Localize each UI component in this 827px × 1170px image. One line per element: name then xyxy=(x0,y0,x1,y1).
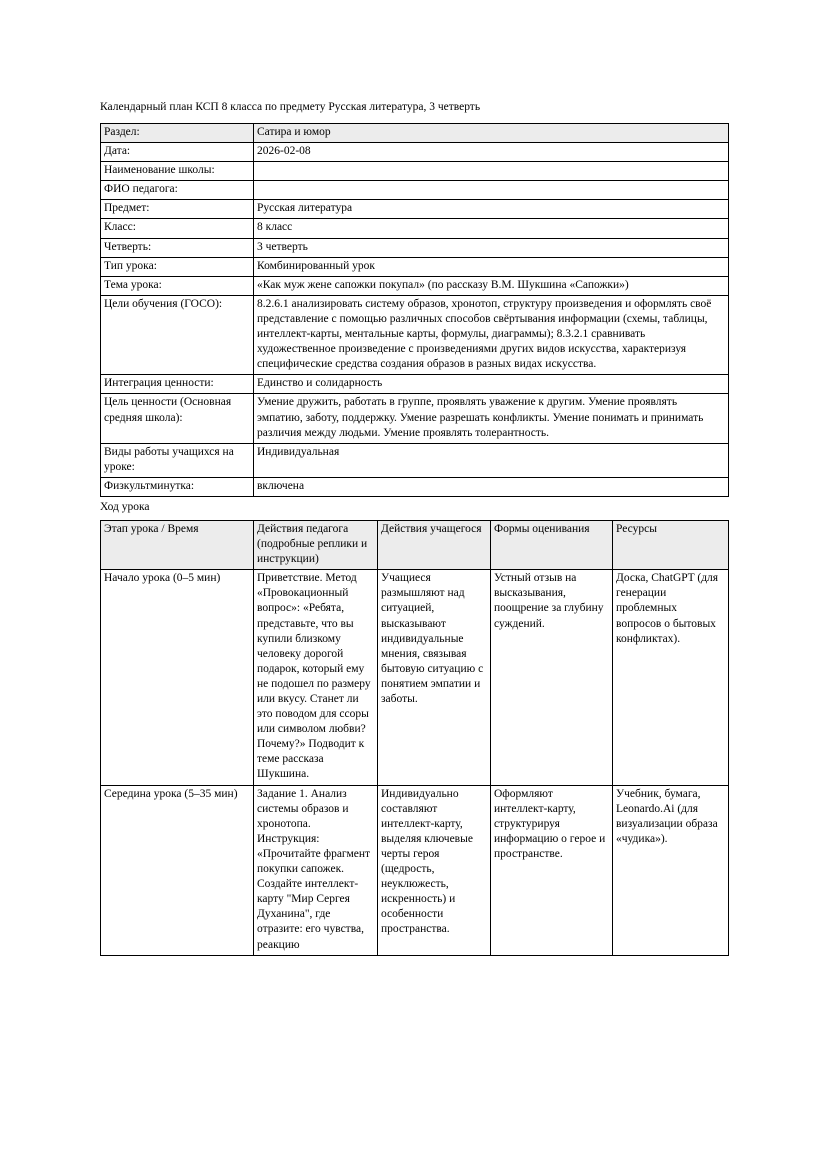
info-label: Четверть: xyxy=(101,238,254,257)
info-value: «Как муж жене сапожки покупал» (по рассказу В.М. Шукшина «Сапожки») xyxy=(254,276,729,295)
info-value: Умение дружить, работать в группе, проявлять уважение к другим. Умение проявлять эмпатию, заботу, поддержку. Умение разрешать конфликты. Умение понимать и принимать различия между людьми. Умение проявлять толерантность. xyxy=(254,394,729,443)
info-label: Класс: xyxy=(101,219,254,238)
info-label: Предмет: xyxy=(101,200,254,219)
table-row xyxy=(101,477,729,496)
table-row xyxy=(101,181,729,200)
info-label: Цель ценности (Основная средняя школа): xyxy=(101,394,254,443)
table-row xyxy=(101,238,729,257)
info-value: Единство и солидарность xyxy=(254,375,729,394)
column-header-student-actions: Действия учащегося xyxy=(378,520,491,569)
table-row xyxy=(101,162,729,181)
cell-stage: Начало урока (0–5 мин) xyxy=(101,570,254,785)
cell-student-actions: Индивидуально составляют интеллект-карту, выделяя ключевые черты героя (щедрость, неуклюжесть, искренность) и особенности пространства. xyxy=(378,785,491,955)
table-row xyxy=(101,394,729,443)
section-label-lesson-flow: Ход урока xyxy=(100,500,150,513)
info-value: Комбинированный урок xyxy=(254,257,729,276)
table-row xyxy=(101,570,729,785)
lesson-procedure-table xyxy=(100,520,729,956)
info-value: Русская литература xyxy=(254,200,729,219)
table-row xyxy=(101,143,729,162)
table-row xyxy=(101,200,729,219)
table-row xyxy=(101,443,729,477)
cell-student-actions: Учащиеся размышляют над ситуацией, высказывают индивидуальные мнения, связывая бытовую ситуацию с понятием эмпатии и заботы. xyxy=(378,570,491,785)
info-value: Сатира и юмор xyxy=(254,124,729,143)
info-value: Индивидуальная xyxy=(254,443,729,477)
column-header-teacher-actions: Действия педагога (подробные реплики и инструкции) xyxy=(254,520,378,569)
cell-teacher-actions: Приветствие. Метод «Провокационный вопрос»: «Ребята, представьте, что вы купили близкому человеку дорогой подарок, который ему не подошел по размеру или вкусу. Станет ли это поводом для ссоры или символом любви? Почему?» Подводит к теме рассказа Шукшина. xyxy=(254,570,378,785)
info-label: Физкультминутка: xyxy=(101,477,254,496)
info-label: Тип урока: xyxy=(101,257,254,276)
cell-resources: Учебник, бумага, Leonardo.Ai (для визуализации образа «чудика»). xyxy=(613,785,729,955)
cell-stage: Середина урока (5–35 мин) xyxy=(101,785,254,955)
info-value: 8 класс xyxy=(254,219,729,238)
table-row xyxy=(101,295,729,374)
info-value: 2026-02-08 xyxy=(254,143,729,162)
info-label: Наименование школы: xyxy=(101,162,254,181)
info-label: Виды работы учащихся на уроке: xyxy=(101,443,254,477)
info-label: ФИО педагога: xyxy=(101,181,254,200)
info-value xyxy=(254,162,729,181)
info-label: Интеграция ценности: xyxy=(101,375,254,394)
column-header-assessment: Формы оценивания xyxy=(491,520,613,569)
cell-assessment: Устный отзыв на высказывания, поощрение за глубину суждений. xyxy=(491,570,613,785)
column-header-resources: Ресурсы xyxy=(613,520,729,569)
info-value: включена xyxy=(254,477,729,496)
document-body xyxy=(100,100,728,956)
cell-resources: Доска, ChatGPT (для генерации проблемных вопросов о бытовых конфликтах). xyxy=(613,570,729,785)
info-value: 8.2.6.1 анализировать систему образов, хронотоп, структуру произведения и оформлять своё представление с помощью различных способов свёртывания информации (схемы, таблицы, интеллект-карты, ментальные карты, формулы, диаграммы); 8.3.2.1 сравнивать художественное произведение с произведениями других видов искусства, характеризуя специфические средства создания образов в разных видах искусства. xyxy=(254,295,729,374)
table-row xyxy=(101,785,729,955)
cell-teacher-actions: Задание 1. Анализ системы образов и хронотопа. Инструкция: «Прочитайте фрагмент покупки сапожек. Создайте интеллект-карту "Мир Сергея Духанина", где отразите: его чувства, реакцию xyxy=(254,785,378,955)
info-label: Тема урока: xyxy=(101,276,254,295)
info-value xyxy=(254,181,729,200)
cell-assessment: Оформляют интеллект-карту, структурируя информацию о герое и пространстве. xyxy=(491,785,613,955)
table-row xyxy=(101,375,729,394)
table-row xyxy=(101,257,729,276)
info-label: Раздел: xyxy=(101,124,254,143)
info-label: Цели обучения (ГОСО): xyxy=(101,295,254,374)
column-header-stage: Этап урока / Время xyxy=(101,520,254,569)
table-row xyxy=(101,276,729,295)
table-row xyxy=(101,219,729,238)
info-label: Дата: xyxy=(101,143,254,162)
table-row xyxy=(101,124,729,143)
lesson-info-table xyxy=(100,123,729,497)
table-header-row xyxy=(101,520,729,569)
info-value: 3 четверть xyxy=(254,238,729,257)
page-title: Календарный план КСП 8 класса по предмету Русская литература, 3 четверть xyxy=(100,101,481,113)
